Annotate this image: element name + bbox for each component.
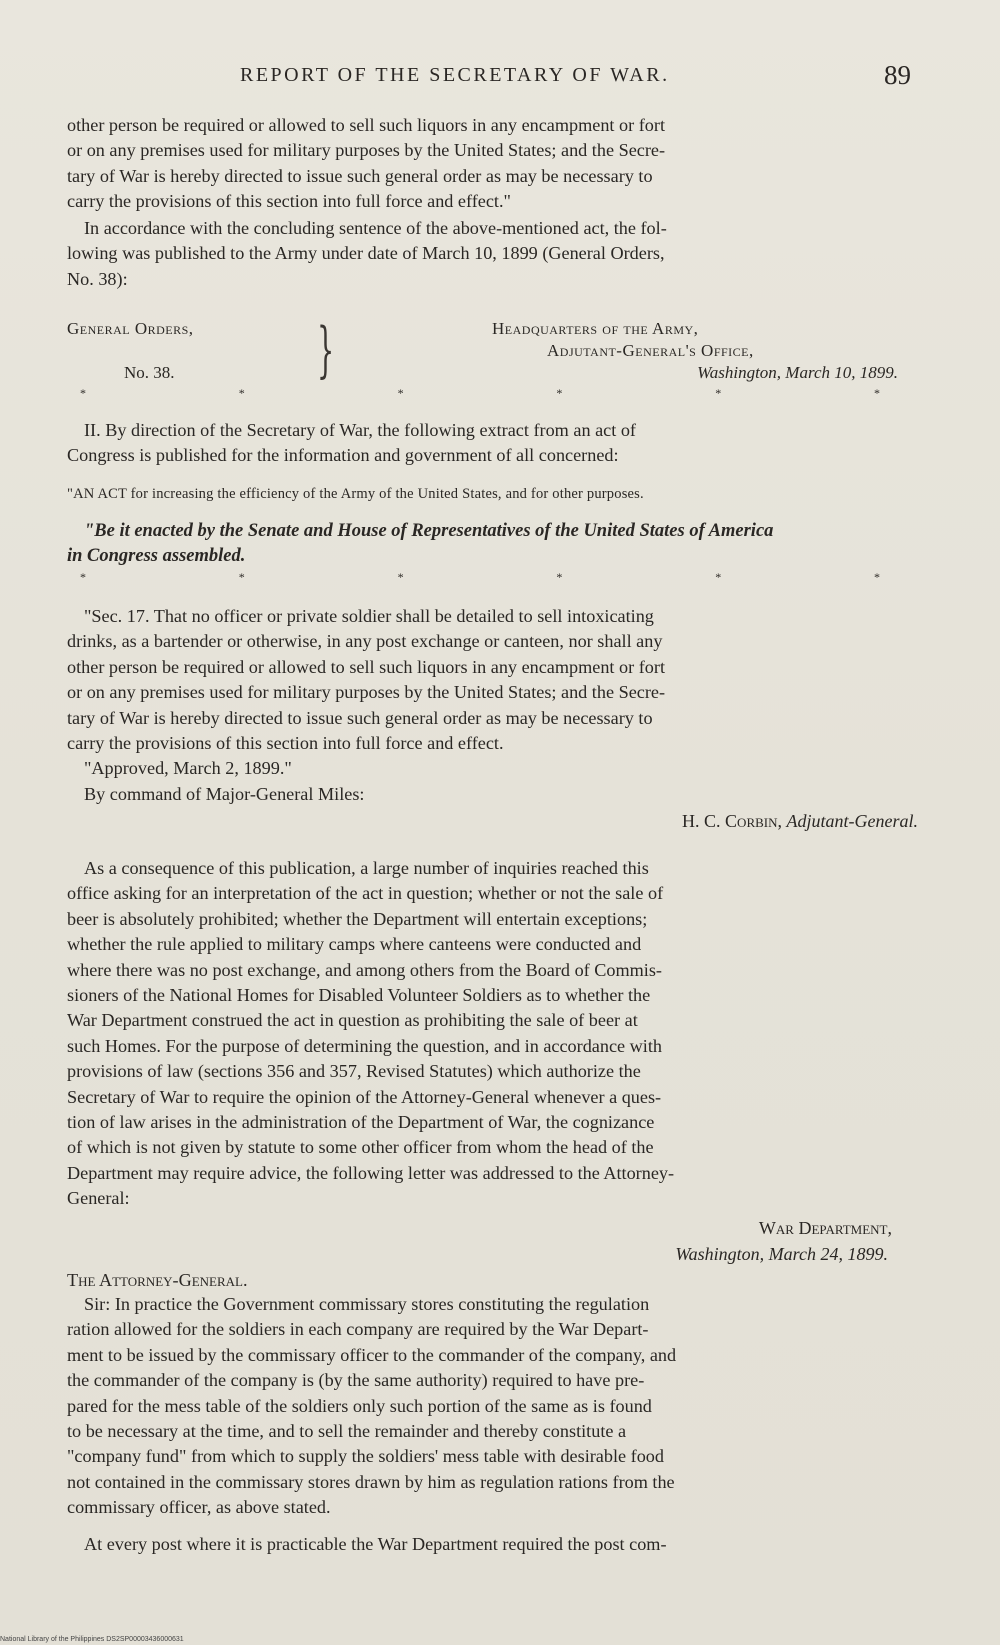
- text-line: or on any premises used for military purposes by the United States; and the Secre-: [67, 682, 666, 703]
- text-line: office asking for an interpretation of the act in question; whether or not the sale of: [67, 883, 664, 904]
- text-line: where there was no post exchange, and among others from the Board of Commis-: [67, 959, 662, 980]
- letter-place-date: Washington, March 24, 1899.: [675, 1244, 888, 1264]
- text-line: carry the provisions of this section into full force and effect.: [67, 733, 504, 754]
- text-line: not contained in the commissary stores drawn by him as regulation rations from the: [67, 1471, 675, 1492]
- text-line: "Sec. 17. That no officer or private soldier shall be detailed to sell intoxicating: [84, 606, 654, 626]
- text-line: the commander of the company is (by the same authority) required to have pre-: [67, 1370, 645, 1391]
- text-line: carry the provisions of this section into full force and effect.": [67, 191, 511, 212]
- text-line: whether the rule applied to military camps where canteens were conducted and: [67, 934, 642, 955]
- star: *: [80, 386, 86, 400]
- star: *: [397, 386, 404, 400]
- by-command-line: By command of Major-General Miles:: [84, 783, 365, 804]
- text-line: other person be required or allowed to sell such liquors in any encampment or fort: [67, 115, 665, 135]
- signature-name: H. C. Corbin,: [682, 811, 783, 831]
- text-line: sioners of the National Homes for Disabled Volunteer Soldiers as to whether the: [67, 985, 651, 1006]
- paragraph-every-post: [67, 1532, 912, 1557]
- approved-line: "Approved, March 2, 1899.": [84, 758, 292, 779]
- act-title: "AN ACT for increasing the efficiency of the Army of the United States, and for other purposes.: [67, 486, 644, 502]
- text-line: to be necessary at the time, and to sell the remainder and thereby constitute a: [67, 1421, 627, 1442]
- text-line: In accordance with the concluding sentence of the above-mentioned act, the fol-: [84, 218, 667, 238]
- text-line: beer is absolutely prohibited; whether the Department will entertain exceptions;: [67, 908, 648, 929]
- text-line: other person be required or allowed to sell such liquors in any encampment or fort: [67, 656, 665, 677]
- section-17: [67, 604, 912, 807]
- paragraph-direction: [67, 418, 912, 469]
- enacting-clause: [67, 519, 912, 569]
- text-line: provisions of law (sections 356 and 357, Revised Statutes) which authorize the: [67, 1061, 641, 1082]
- star: *: [715, 386, 722, 400]
- star: *: [397, 570, 404, 584]
- paragraph-continuation: [67, 113, 912, 215]
- text-line: War Department construed the act in question as prohibiting the sale of beer at: [67, 1010, 638, 1031]
- star: *: [715, 570, 722, 584]
- salutation: The Attorney-General.: [67, 1270, 248, 1290]
- text-line: As a consequence of this publication, a large number of inquiries reached this: [84, 858, 649, 878]
- text-line: "Be it enacted by the Senate and House of Representatives of the United States of America: [84, 521, 774, 541]
- text-line: No. 38):: [67, 268, 128, 289]
- ellipsis-stars: [80, 570, 880, 584]
- running-title: REPORT OF THE SECRETARY OF WAR.: [240, 64, 670, 86]
- brace-glyph: }: [317, 315, 335, 385]
- text-line: or on any premises used for military purposes by the United States; and the Secre-: [67, 140, 666, 161]
- text-line: in Congress assembled.: [67, 546, 246, 566]
- text-line: ration allowed for the soldiers in each company are required by the War Depart-: [67, 1319, 649, 1340]
- star: *: [238, 570, 245, 584]
- text-line: tary of War is hereby directed to issue such general order as may be necessary to: [67, 707, 653, 728]
- paragraph-consequence: [67, 856, 912, 1212]
- text-line: Sir: In practice the Government commissary stores constituting the regulation: [84, 1294, 650, 1314]
- orders-label: General Orders,: [67, 319, 194, 338]
- text-line: drinks, as a bartender or otherwise, in any post exchange or canteen, nor shall any: [67, 631, 663, 652]
- text-line: Congress is published for the information and government of all concerned:: [67, 445, 619, 466]
- text-line: commissary officer, as above stated.: [67, 1497, 331, 1518]
- text-line: tion of law arises in the administration of the Department of War, the cognizance: [67, 1112, 655, 1133]
- scan-footer: National Library of the Philippines DS2SP00003436000631: [0, 1636, 184, 1643]
- ellipsis-stars: [80, 386, 880, 400]
- paragraph-sir: [67, 1292, 912, 1521]
- signature: [682, 811, 918, 832]
- text-line: General:: [67, 1188, 130, 1209]
- star: *: [556, 570, 563, 584]
- text-line: pared for the mess table of the soldiers only such portion of the same as is found: [67, 1395, 652, 1416]
- text-line: lowing was published to the Army under date of March 10, 1899 (General Orders,: [67, 243, 665, 264]
- star: *: [873, 570, 880, 584]
- general-orders-heading: [67, 315, 912, 385]
- letter-office: War Department,: [758, 1218, 892, 1238]
- text-line: such Homes. For the purpose of determining the question, and in accordance with: [67, 1035, 662, 1056]
- text-line: "company fund" from which to supply the soldiers' mess table with desirable food: [67, 1446, 664, 1467]
- headquarters-line: Headquarters of the Army,: [492, 319, 699, 338]
- orders-number: No. 38.: [124, 363, 175, 382]
- signature-title: Adjutant-General.: [786, 811, 918, 831]
- text-line: II. By direction of the Secretary of War, the following extract from an act of: [84, 420, 636, 440]
- page-header: [68, 60, 911, 96]
- text-line: of which is not given by statute to some other officer from whom the head of the: [67, 1137, 654, 1158]
- star: *: [238, 386, 245, 400]
- star: *: [873, 386, 880, 400]
- text-line: tary of War is hereby directed to issue such general order as may be necessary to: [67, 165, 653, 186]
- page-number: 89: [884, 60, 911, 90]
- text-line: At every post where it is practicable the War Department required the post com-: [84, 1534, 667, 1554]
- star: *: [80, 570, 86, 584]
- star: *: [556, 386, 563, 400]
- paragraph-accordance: [67, 216, 912, 292]
- orders-date: Washington, March 10, 1899.: [697, 363, 898, 382]
- office-line: Adjutant-General's Office,: [547, 341, 754, 360]
- text-line: ment to be issued by the commissary officer to the commander of the company, and: [67, 1344, 677, 1365]
- text-line: Department may require advice, the following letter was addressed to the Attorney-: [67, 1162, 675, 1183]
- text-line: Secretary of War to require the opinion of the Attorney-General whenever a ques-: [67, 1086, 662, 1107]
